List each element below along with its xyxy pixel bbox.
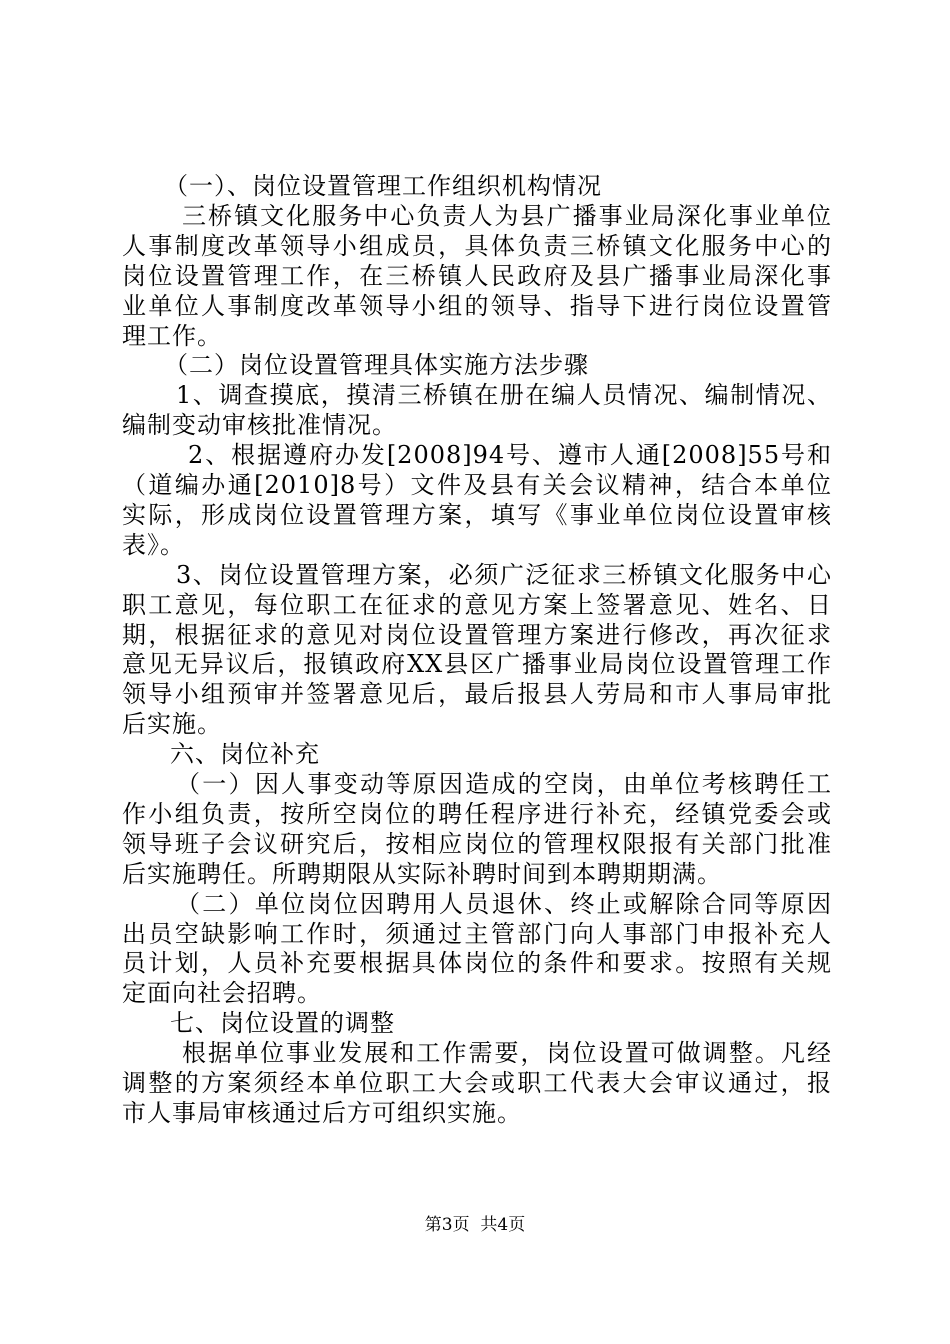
paragraph-line: 调整的方案须经本单位职工大会或职工代表大会审议通过，报: [122, 1069, 832, 1097]
paragraph-line: 出员空缺影响工作时，须通过主管部门向人事部门申报补充人: [122, 919, 832, 948]
paragraph-line: 职工意见，每位职工在征求的意见方案上签署意见、姓名、日: [122, 590, 832, 619]
paragraph-line: 期，根据征求的意见对岗位设置管理方案进行修改，再次征求: [122, 620, 832, 649]
page-footer: 第3页 共4页: [424, 1215, 526, 1235]
paragraph-line: （二）单位岗位因聘用人员退休、终止或解除合同等原因: [176, 889, 832, 918]
paragraph-line: 编制变动审核批准情况。: [122, 411, 397, 440]
paragraph-line: 市人事局审核通过后方可组织实施。: [122, 1098, 522, 1127]
paragraph-line: 根据单位事业发展和工作需要，岗位设置可做调整。凡经: [182, 1039, 832, 1068]
paragraph-line: 1、调查摸底，摸清三桥镇在册在编人员情况、编制情况、: [176, 381, 832, 410]
paragraph-line: 领导小组预审并签署意见后，最后报县人劳局和市人事局审批: [122, 680, 832, 709]
paragraph-line: 3、岗位设置管理方案，必须广泛征求三桥镇文化服务中心: [176, 560, 832, 589]
paragraph-line: 实际，形成岗位设置管理方案，填写《事业单位岗位设置审核: [122, 500, 832, 529]
paragraph-line: 人事制度改革领导小组成员，具体负责三桥镇文化服务中心的: [122, 231, 832, 260]
paragraph-line: （道编办通[2010]8号）文件及县有关会议精神，结合本单位: [122, 471, 832, 499]
paragraph-line: 后实施聘任。所聘期限从实际补聘时间到本聘期期满。: [122, 859, 722, 888]
paragraph-line: （一）因人事变动等原因造成的空岗，由单位考核聘任工: [176, 770, 832, 798]
paragraph-line: 理工作。: [122, 321, 222, 350]
paragraph-line: 三桥镇文化服务中心负责人为县广播事业局深化事业单位: [182, 201, 832, 230]
section-heading-1: （一）、岗位设置管理工作组织机构情况: [164, 172, 602, 200]
paragraph-line: 领导班子会议研究后，按相应岗位的管理权限报有关部门批准: [122, 829, 832, 858]
paragraph-line: 岗位设置管理工作，在三桥镇人民政府及县广播事业局深化事: [122, 261, 832, 290]
paragraph-line: 2、根据遵府办发[2008]94号、遵市人通[2008]55号和: [188, 441, 832, 470]
paragraph-line: 定面向社会招聘。: [122, 979, 322, 1008]
paragraph-line: 员计划，人员补充要根据具体岗位的条件和要求。按照有关规: [122, 949, 832, 978]
paragraph-line: 后实施。: [122, 710, 222, 739]
paragraph-line: 作小组负责，按所空岗位的聘任程序进行补充，经镇党委会或: [122, 799, 832, 828]
paragraph-line: 意见无异议后，报镇政府XX县区广播事业局岗位设置管理工作: [122, 650, 832, 679]
paragraph-line: 表》。: [122, 530, 185, 559]
paragraph-line: 业单位人事制度改革领导小组的领导、指导下进行岗位设置管: [122, 291, 832, 320]
section-heading-2: （二）岗位设置管理具体实施方法步骤: [164, 351, 589, 380]
section-heading-6: 六、岗位补充: [170, 740, 320, 769]
section-heading-7: 七、岗位设置的调整: [170, 1009, 395, 1038]
